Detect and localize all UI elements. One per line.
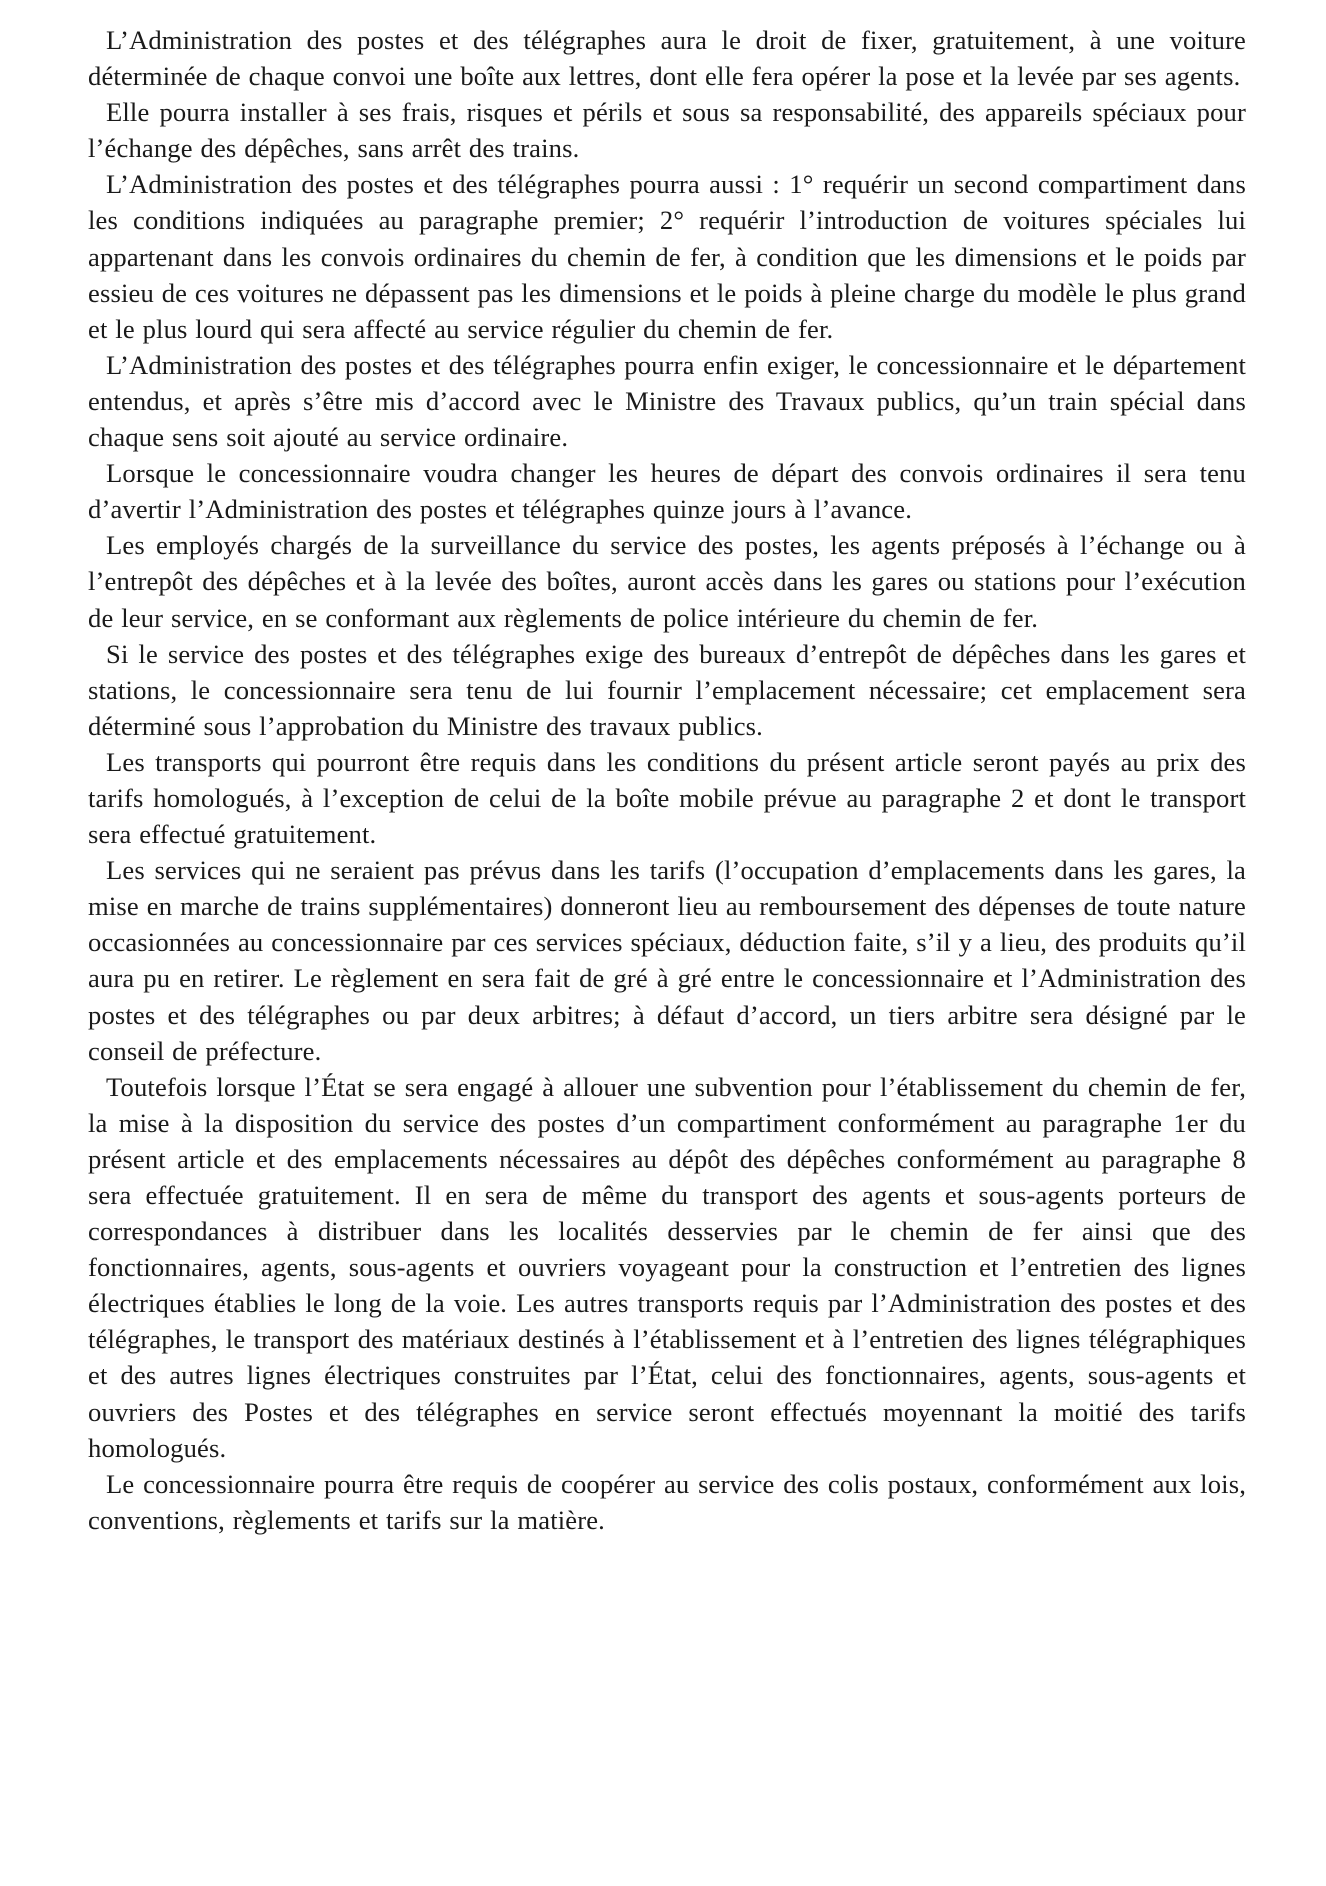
paragraph-transport-payment: Les transports qui pourront être requis dans les conditions du présent article seront payés au prix des tarifs homologués, à l’exception de celui de la boîte mobile prévue au paragraphe 2 et dont le transport sera effectué gratuitement. [88, 746, 1246, 850]
paragraph-second-compartment: L’Administration des postes et des télégraphes pourra aussi : 1° requérir un second compartiment dans les conditions indiquées au paragraphe premier; 2° requérir l’introduction de voitures spéciales lui appartenant dans les convois ordinaires du chemin de fer, à condition que les dimensions et le poids par essieu de ces voitures ne dépassent pas les dimensions et le poids à pleine charge du modèle le plus grand et le plus lourd qui sera affecté au service régulier du chemin de fer. [88, 169, 1246, 344]
paragraph-station-access: Les employés chargés de la surveillance du service des postes, les agents préposés à l’échange ou à l’entrepôt des dépêches et à la levée des boîtes, auront accès dans les gares ou stations pour l’exécution de leur service, en se conformant aux règlements de police intérieure du chemin de fer. [88, 530, 1246, 633]
paragraph-storage-offices: Si le service des postes et des télégraphes exige des bureaux d’entrepôt de dépêches dans les gares et stations, le concessionnaire sera tenu de lui fournir l’emplacement nécessaire; cet emplacement sera déterminé sous l’approbation du Ministre des travaux publics. [88, 638, 1246, 741]
paragraph-special-devices: Elle pourra installer à ses frais, risques et périls et sous sa responsabilité, des appareils spéciaux pour l’échange des dépêches, sans arrêt des trains. [88, 97, 1246, 164]
paragraph-state-subsidy: Toutefois lorsque l’État se sera engagé à allouer une subvention pour l’établissement du chemin de fer, la mise à la disposition du service des postes d’un compartiment conformément au paragraphe 1er du présent article et des emplacements nécessaires au dépôt des dépêches conformément au paragraphe 8 sera effectuée gratuitement. Il en sera de même du transport des agents et sous-agents porteurs de correspondances à distribuer dans les localités desservies par le chemin de fer ainsi que des fonctionnaires, agents, sous-agents et ouvriers voyageant pour la construction et l’entretien des lignes électriques établies le long de la voie. Les autres transports requis par l’Administration des postes et des télégraphes, le transport des matériaux destinés à l’établissement et à l’entretien des lignes télégraphiques et des autres lignes électriques construites par l’État, celui des fonctionnaires, agents, sous-agents et ouvriers des Postes et des télégraphes en service seront effectués moyennant la moitié des tarifs homologués. [88, 1071, 1246, 1463]
paragraph-special-train: L’Administration des postes et des télégraphes pourra enfin exiger, le concessionnaire et le département entendus, et après s’être mis d’accord avec le Ministre des Travaux publics, qu’un train spécial dans chaque sens soit ajouté au service ordinaire. [88, 349, 1246, 453]
paragraph-unforeseen-services: Les services qui ne seraient pas prévus dans les tarifs (l’occupation d’emplacements dans les gares, la mise en marche de trains supplémentaires) donneront lieu au remboursement des dépenses de toute nature occasionnées au concessionnaire par ces services spéciaux, déduction faite, s’il y a lieu, des produits qu’il aura pu en retirer. Le règlement en sera fait de gré à gré entre le concessionnaire et l’Administration des postes et des télégraphes ou par deux arbitres; à défaut d’accord, un tiers arbitre sera désigné par le conseil de préfecture. [88, 855, 1246, 1066]
paragraph-departure-changes: Lorsque le concessionnaire voudra changer les heures de départ des convois ordinaires il sera tenu d’avertir l’Administration des postes et télégraphes quinze jours à l’avance. [88, 458, 1246, 525]
paragraph-parcel-service: Le concessionnaire pourra être requis de coopérer au service des colis postaux, conformément aux lois, conventions, règlements et tarifs sur la matière. [88, 1468, 1246, 1535]
paragraph-mail-box: L’Administration des postes et des télégraphes aura le droit de fixer, gratuitement, à une voiture déterminée de chaque convoi une boîte aux lettres, dont elle fera opérer la pose et la levée par ses agents. [88, 25, 1246, 92]
document-page [88, 22, 1246, 1538]
